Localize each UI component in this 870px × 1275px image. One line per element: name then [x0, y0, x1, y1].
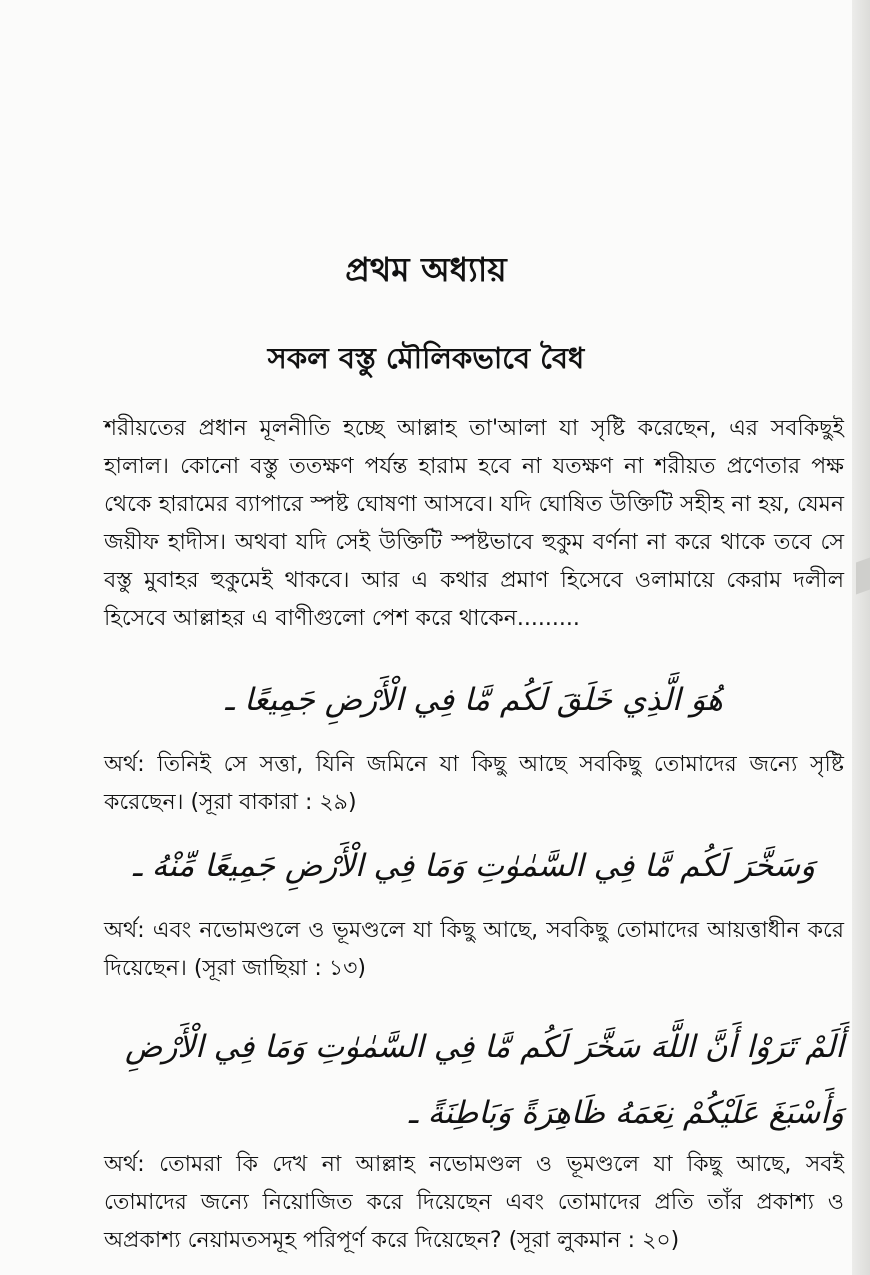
arabic-verse-2: وَسَخَّرَ لَكُم مَّا فِي السَّمٰوٰتِ وَمَا فِي الْأَرْضِ جَمِيعًا مِّنْهُ ـ [132, 848, 816, 884]
page-edge-mark [856, 557, 870, 594]
chapter-title: প্রথম অধ্যায় [345, 250, 507, 289]
page-edge [852, 0, 870, 1275]
section-title: সকল বস্তু মৌলিকভাবে বৈধ [267, 341, 585, 375]
intro-paragraph: শরীয়তের প্রধান মূলনীতি হচ্ছে আল্লাহ তা'আলা যা সৃষ্টি করেছেন, এর সবকিছুই হালাল। কোনো বস্তু ততক্ষণ পর্যন্ত হারাম হবে না যতক্ষণ না শরীয়ত প্রণেতার পক্ষ থেকে হারামের ব্যাপারে স্পষ্ট ঘোষণা আসবে। যদি ঘোষিত উক্তিটি সহীহ না হয়, যেমন জয়ীফ হাদীস। অথবা যদি সেই উক্তিটি স্পষ্টভাবে হুকুম বর্ণনা না করে থাকে তবে সে বস্তু মুবাহর হুকুমেই থাকবে। আর এ কথার প্রমাণ হিসেবে ওলামায়ে কেরাম দলীল হিসেবে আল্লাহর এ বাণীগুলো পেশ করে থাকেন......... [104, 416, 844, 631]
translation-2: অর্থ: এবং নভোমণ্ডলে ও ভূমণ্ডলে যা কিছু আছে, সবকিছু তোমাদের আয়ত্তাধীন করে দিয়েছেন। (সূরা জাছিয়া : ১৩) [104, 918, 844, 981]
translation-1: অর্থ: তিনিই সে সত্তা, যিনি জমিনে যা কিছু আছে সবকিছু তোমাদের জন্যে সৃষ্টি করেছেন। (সূরা বাকারা : ২৯) [104, 752, 844, 815]
translation-3: অর্থ: তোমরা কি দেখ না আল্লাহ নভোমণ্ডল ও ভূমণ্ডলে যা কিছু আছে, সবই তোমাদের জন্যে নিয়োজিত করে দিয়েছেন এবং তোমাদের প্রতি তাঁর প্রকাশ্য ও অপ্রকাশ্য নেয়ামতসমূহ পরিপূর্ণ করে দিয়েছেন? (সূরা লুকমান : ২০) [104, 1152, 844, 1253]
arabic-verse-3: أَلَمْ تَرَوْا أَنَّ اللَّهَ سَخَّرَ لَكُم مَّا فِي السَّمٰوٰتِ وَمَا فِي الْأَرْضِ وَأَسْبَغَ عَلَيْكُمْ نِعَمَهُ ظَاهِرَةً وَبَاطِنَةً ـ [125, 1029, 844, 1131]
arabic-verse-1: هُوَ الَّذِي خَلَقَ لَكُم مَّا فِي الْأَرْضِ جَمِيعًا ـ [225, 682, 723, 718]
